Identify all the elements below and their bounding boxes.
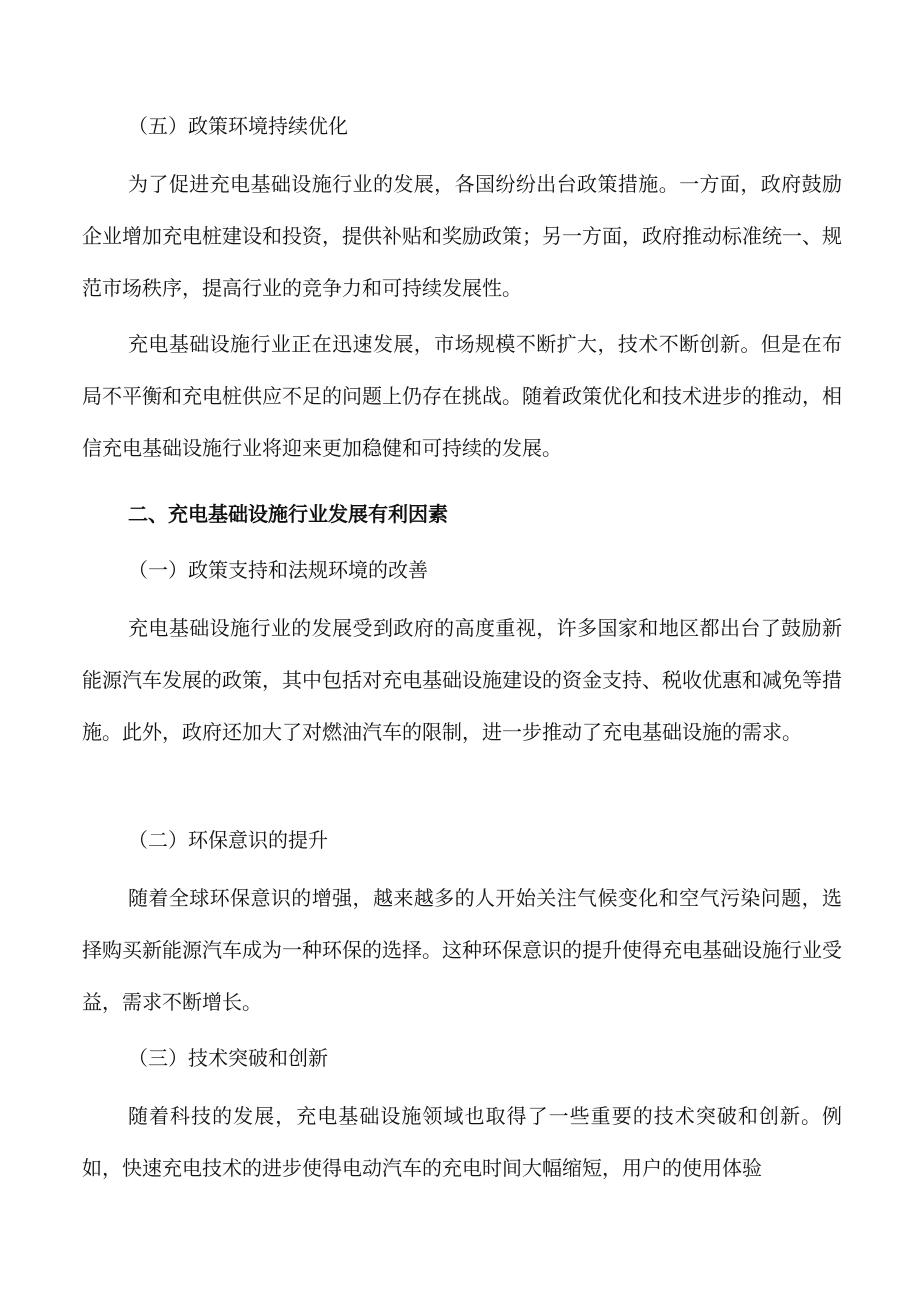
subheading-tech-breakthrough: （三）技术突破和创新 [128, 1046, 328, 1070]
subheading-policy-optimization: （五）政策环境持续优化 [128, 114, 348, 138]
paragraph-policy-support: 充电基础设施行业的发展受到政府的高度重视，许多国家和地区都出台了鼓励新能源汽车发展的政策，其中包括对充电基础设施建设的资金支持、税收优惠和减免等措施。此外，政府还加大了对燃油汽车的限制，进一步推动了充电基础设施的需求。 [82, 616, 842, 744]
subheading-policy-support: （一）政策支持和法规环境的改善 [128, 558, 428, 582]
paragraph-tech-breakthrough: 随着科技的发展，充电基础设施领域也取得了一些重要的技术突破和创新。例如，快速充电技术的进步使得电动汽车的充电时间大幅缩短，用户的使用体验 [82, 1104, 842, 1180]
paragraph-environmental-awareness: 随着全球环保意识的增强，越来越多的人开始关注气候变化和空气污染问题，选择购买新能源汽车成为一种环保的选择。这种环保意识的提升使得充电基础设施行业受益，需求不断增长。 [82, 886, 842, 1014]
paragraph-policy-measures: 为了促进充电基础设施行业的发展，各国纷纷出台政策措施。一方面，政府鼓励企业增加充电桩建设和投资，提供补贴和奖励政策；另一方面，政府推动标准统一、规范市场秩序，提高行业的竞争力和可持续发展性。 [82, 172, 842, 300]
paragraph-industry-summary: 充电基础设施行业正在迅速发展，市场规模不断扩大，技术不断创新。但是在布局不平衡和充电桩供应不足的问题上仍存在挑战。随着政策优化和技术进步的推动，相信充电基础设施行业将迎来更加稳健和可持续的发展。 [82, 332, 842, 460]
subheading-environmental-awareness: （二）环保意识的提升 [128, 828, 328, 852]
chapter-heading-favorable-factors: 二、充电基础设施行业发展有利因素 [128, 502, 448, 526]
